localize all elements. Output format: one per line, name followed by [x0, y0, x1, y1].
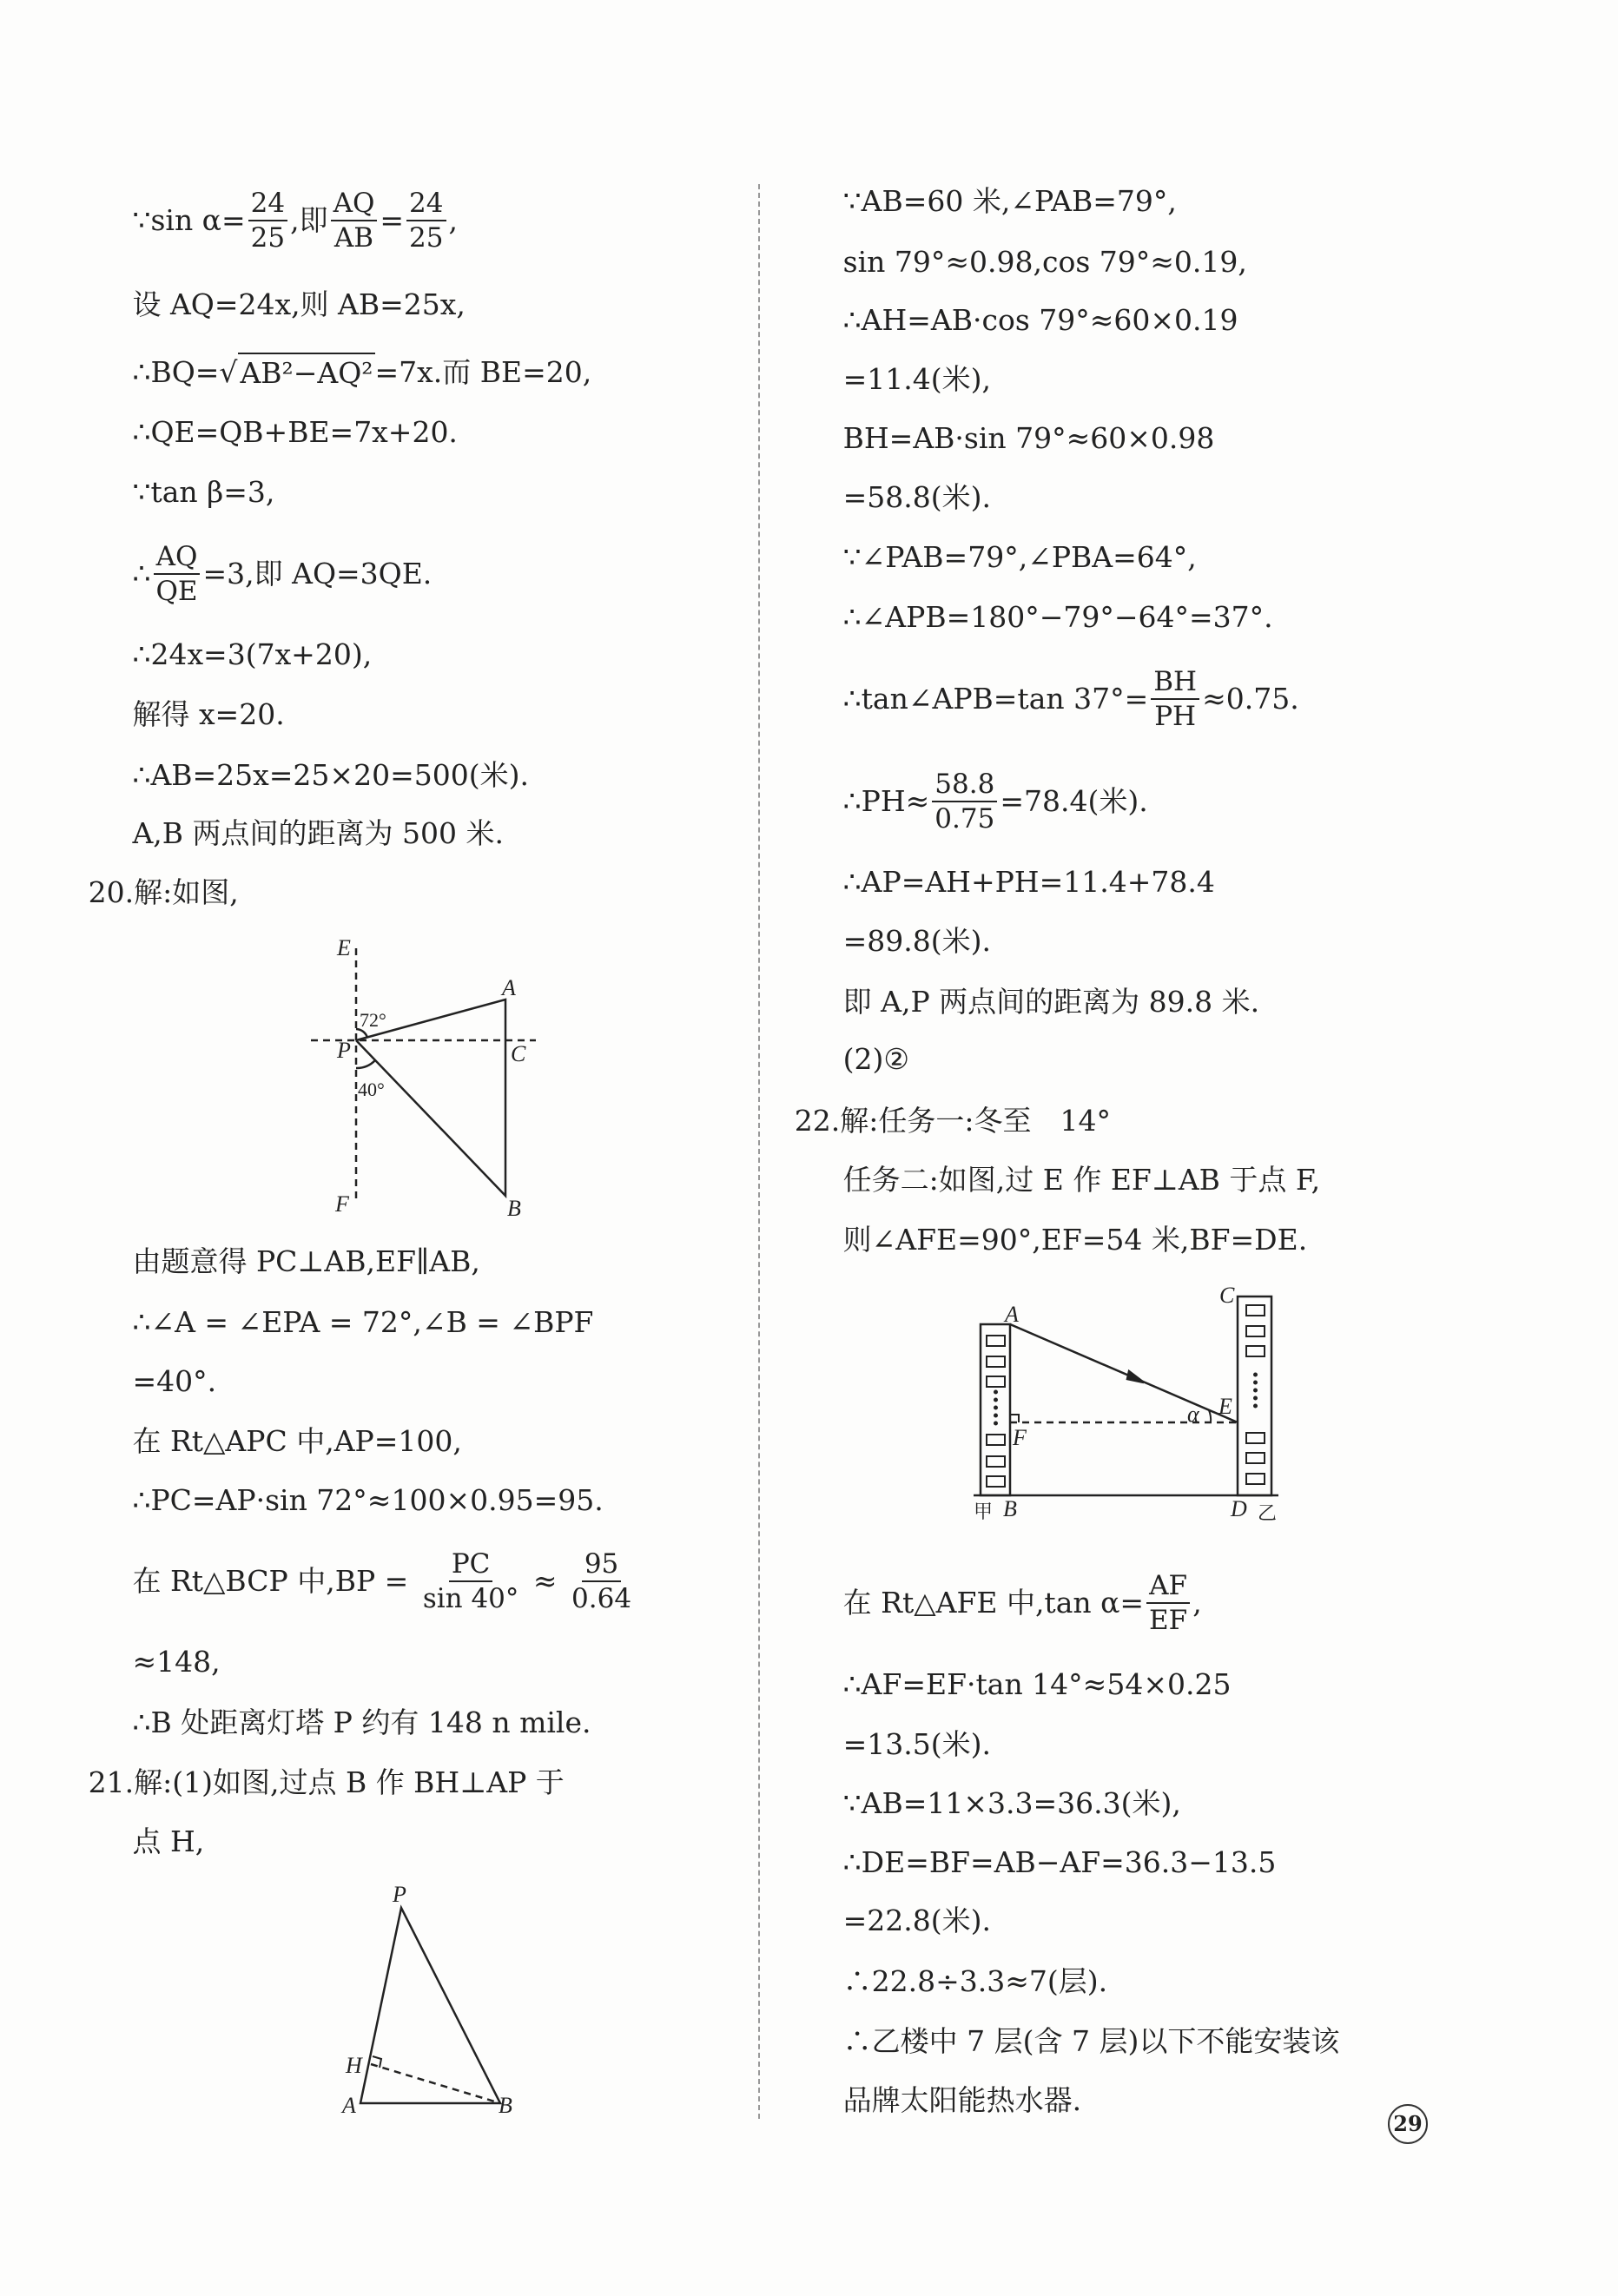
- figure-22-labels: [974, 1283, 1277, 1525]
- window: [1246, 1453, 1265, 1463]
- text: ∵tan β=3,: [132, 475, 275, 510]
- text: 20.解:如图,: [88, 875, 239, 910]
- text: ∴PH≈: [842, 784, 930, 819]
- numerator: AF: [1146, 1569, 1190, 1604]
- text: =13.5(米).: [842, 1727, 992, 1762]
- angle-arc-40: [356, 1060, 375, 1068]
- triangle-pab: [360, 1908, 500, 2103]
- text: 在 Rt△AFE 中,tan α=: [842, 1586, 1145, 1620]
- text: ≈0.75.: [1202, 681, 1299, 716]
- window: [1246, 1305, 1265, 1316]
- label-e: E: [1218, 1394, 1232, 1419]
- text: =89.8(米).: [842, 924, 992, 959]
- text: ∴AP=AH+PH=11.4+78.4: [842, 865, 1215, 900]
- denominator: EF: [1149, 1605, 1188, 1637]
- ellipsis-dot: [994, 1407, 997, 1409]
- right-angle-mark: [1010, 1415, 1019, 1422]
- window: [1246, 1326, 1265, 1336]
- text: ∴AB=25x=25×20=500(米).: [132, 757, 529, 792]
- text: ∴AH=AB·cos 79°≈60×0.19: [842, 303, 1238, 338]
- label-b: B: [1003, 1496, 1017, 1521]
- text: ≈148,: [132, 1645, 221, 1679]
- text: =: [380, 203, 405, 238]
- numerator: 58.8: [932, 768, 997, 802]
- label-alpha: α: [1187, 1402, 1199, 1427]
- text: ∵∠PAB=79°,∠PBA=64°,: [842, 540, 1197, 575]
- ellipsis-dot: [1254, 1374, 1257, 1376]
- ellipsis-dot: [994, 1422, 997, 1425]
- text: =11.4(米),: [842, 362, 992, 397]
- denominator: 25: [250, 222, 286, 254]
- window: [987, 1356, 1005, 1367]
- text: ∴: [132, 556, 151, 590]
- window: [987, 1336, 1005, 1346]
- figure-21-labels: [340, 1882, 512, 2118]
- window: [1246, 1474, 1265, 1484]
- label-f: F: [335, 1191, 349, 1217]
- ellipsis-dot: [994, 1391, 997, 1394]
- label-f: F: [1013, 1425, 1027, 1450]
- label-a: A: [502, 975, 516, 1000]
- window: [987, 1476, 1005, 1487]
- text: ≈: [524, 1564, 567, 1599]
- text: 在 Rt△BCP 中,BP =: [132, 1564, 418, 1599]
- page-number: 29: [1388, 2104, 1428, 2144]
- label-d: D: [1231, 1496, 1247, 1521]
- text: =58.8(米).: [842, 479, 992, 514]
- figure-22: [974, 1296, 1278, 1495]
- arrow-head: [1127, 1371, 1144, 1382]
- label-jia: 甲: [974, 1501, 994, 1523]
- text: ∴∠A = ∠EPA = 72°,∠B = ∠BPF: [132, 1304, 594, 1339]
- sun-ray-ae: [1010, 1324, 1238, 1422]
- label-c: C: [511, 1041, 526, 1066]
- text: =78.4(米).: [1000, 784, 1148, 819]
- ellipsis-dot: [1254, 1382, 1257, 1384]
- text: 在 Rt△APC 中,AP=100,: [132, 1424, 462, 1459]
- numerator: BH: [1151, 665, 1199, 700]
- text: 解得 x=20.: [132, 697, 285, 732]
- text: ∴PC=AP·sin 72°≈100×0.95=95.: [132, 1482, 604, 1517]
- sqrt-sign: √: [219, 354, 238, 389]
- text: 由题意得 PC⊥AB,EF∥AB,: [132, 1244, 480, 1279]
- label-e: E: [337, 935, 351, 960]
- text: ∵AB=11×3.3=36.3(米),: [842, 1785, 1181, 1820]
- numerator: 24: [248, 187, 287, 221]
- text: ∴∠APB=180°−79°−64°=37°.: [842, 600, 1273, 635]
- denominator: 25: [409, 222, 444, 254]
- numerator: 24: [406, 187, 446, 221]
- text: =40°.: [132, 1363, 217, 1398]
- text: A,B 两点间的距离为 500 米.: [132, 816, 504, 851]
- denominator: AB: [334, 222, 374, 254]
- label-p: P: [337, 1038, 351, 1063]
- label-72: 72°: [360, 1009, 386, 1031]
- figure-20-labels: [334, 935, 526, 1221]
- text: 则∠AFE=90°,EF=54 米,BF=DE.: [842, 1223, 1308, 1257]
- text: ∵AB=60 米,∠PAB=79°,: [842, 184, 1177, 219]
- text: ∴tan∠APB=tan 37°=: [842, 681, 1149, 716]
- window: [987, 1376, 1005, 1387]
- label-h: H: [346, 2053, 362, 2078]
- numerator: AQ: [331, 187, 378, 221]
- label-b: B: [507, 1196, 521, 1221]
- denominator: sin 40°: [422, 1583, 519, 1615]
- text: ,即: [290, 203, 328, 238]
- text: 即 A,P 两点间的距离为 89.8 米.: [842, 984, 1260, 1019]
- numerator: AQ: [154, 540, 201, 575]
- text: (2)②: [842, 1041, 909, 1076]
- ellipsis-dot: [1254, 1405, 1257, 1408]
- text: 点 H,: [132, 1824, 205, 1858]
- angle-arc-alpha: [1209, 1410, 1211, 1422]
- text: ∴QE=QB+BE=7x+20.: [132, 415, 458, 450]
- denominator: PH: [1154, 700, 1197, 732]
- ellipsis-dot: [994, 1415, 997, 1417]
- label-40: 40°: [358, 1079, 385, 1100]
- text: ∵sin α=: [132, 203, 246, 238]
- text: 设 AQ=24x,则 AB=25x,: [132, 287, 466, 321]
- text: BH=AB·sin 79°≈60×0.98: [842, 420, 1215, 455]
- text: =7x.而 BE=20,: [374, 354, 592, 389]
- label-p: P: [393, 1882, 406, 1907]
- text: ∴24x=3(7x+20),: [132, 637, 373, 671]
- denominator: 0.75: [934, 803, 995, 835]
- text: ,: [1192, 1586, 1202, 1620]
- dashed-bh: [371, 2064, 500, 2103]
- denominator: QE: [155, 575, 198, 607]
- label-a: A: [1005, 1302, 1019, 1327]
- window: [987, 1456, 1005, 1467]
- text: =3,即 AQ=3QE.: [202, 556, 433, 590]
- text: ∴DE=BF=AB−AF=36.3−13.5: [842, 1844, 1277, 1879]
- window: [1246, 1433, 1265, 1443]
- text: ∴22.8÷3.3≈7(层).: [842, 1963, 1108, 1998]
- text: 22.解:任务一:冬至 14°: [794, 1103, 1111, 1138]
- denominator: 0.64: [571, 1583, 632, 1615]
- numerator: 95: [582, 1547, 621, 1582]
- text: ∴BQ=: [132, 354, 220, 389]
- figure-21: [360, 1908, 500, 2103]
- text: 21.解:(1)如图,过点 B 作 BH⊥AP 于: [88, 1765, 565, 1800]
- label-yi: 乙: [1258, 1503, 1278, 1525]
- text: 任务二:如图,过 E 作 EF⊥AB 于点 F,: [842, 1162, 1321, 1197]
- label-a: A: [342, 2093, 356, 2118]
- label-c: C: [1219, 1283, 1235, 1308]
- sqrt-radicand: AB²−AQ²: [238, 353, 374, 393]
- building-left: [981, 1324, 1010, 1495]
- text: ∴AF=EF·tan 14°≈54×0.25: [842, 1666, 1232, 1701]
- text: ,: [448, 203, 458, 238]
- numerator: PC: [449, 1547, 493, 1582]
- ellipsis-dot: [1254, 1397, 1257, 1400]
- window: [1246, 1346, 1265, 1356]
- text: 品牌太阳能热水器.: [842, 2083, 1082, 2118]
- text: ∴乙楼中 7 层(含 7 层)以下不能安装该: [842, 2024, 1340, 2059]
- window: [987, 1435, 1005, 1445]
- ellipsis-dot: [1254, 1389, 1257, 1392]
- text: ∴B 处距离灯塔 P 约有 148 n mile.: [132, 1705, 591, 1739]
- ellipsis-dot: [994, 1399, 997, 1402]
- label-b: B: [499, 2093, 512, 2118]
- text: sin 79°≈0.98,cos 79°≈0.19,: [842, 244, 1247, 279]
- text: =22.8(米).: [842, 1903, 992, 1938]
